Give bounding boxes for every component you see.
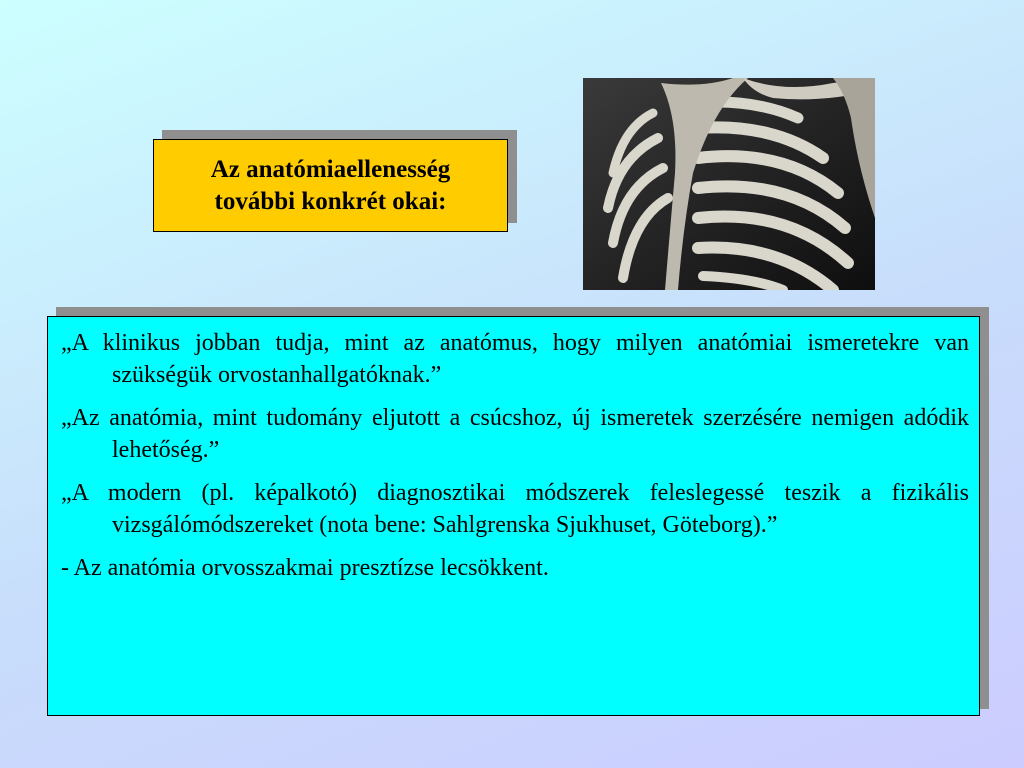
quote-paragraph: „Az anatómia, mint tudomány eljutott a csúcshoz, új ismeretek szerzésére nemigen adódik lehetőség.”: [61, 405, 969, 463]
title-line-1: Az anatómiaellenesség: [210, 155, 451, 183]
title-box: [153, 139, 508, 232]
summary-line: - Az anatómia orvosszakmai presztízse lecsökkent.: [61, 555, 549, 581]
ribcage-illustration: [583, 78, 875, 290]
quotes-text-box: [47, 316, 980, 716]
quote-paragraph: „A modern (pl. képalkotó) diagnosztikai módszerek feleslegessé teszik a fizikális vizsgálómódszereket (nota bene: Sahlgrenska Sjukhuset, Göteborg).”: [61, 480, 969, 538]
title-line-2: további konkrét okai:: [214, 187, 447, 215]
ribcage-photo: [583, 78, 875, 290]
quote-paragraph: „A klinikus jobban tudja, mint az anatómus, hogy milyen anatómiai ismeretekre van szükségük orvostanhallgatóknak.”: [61, 330, 969, 388]
